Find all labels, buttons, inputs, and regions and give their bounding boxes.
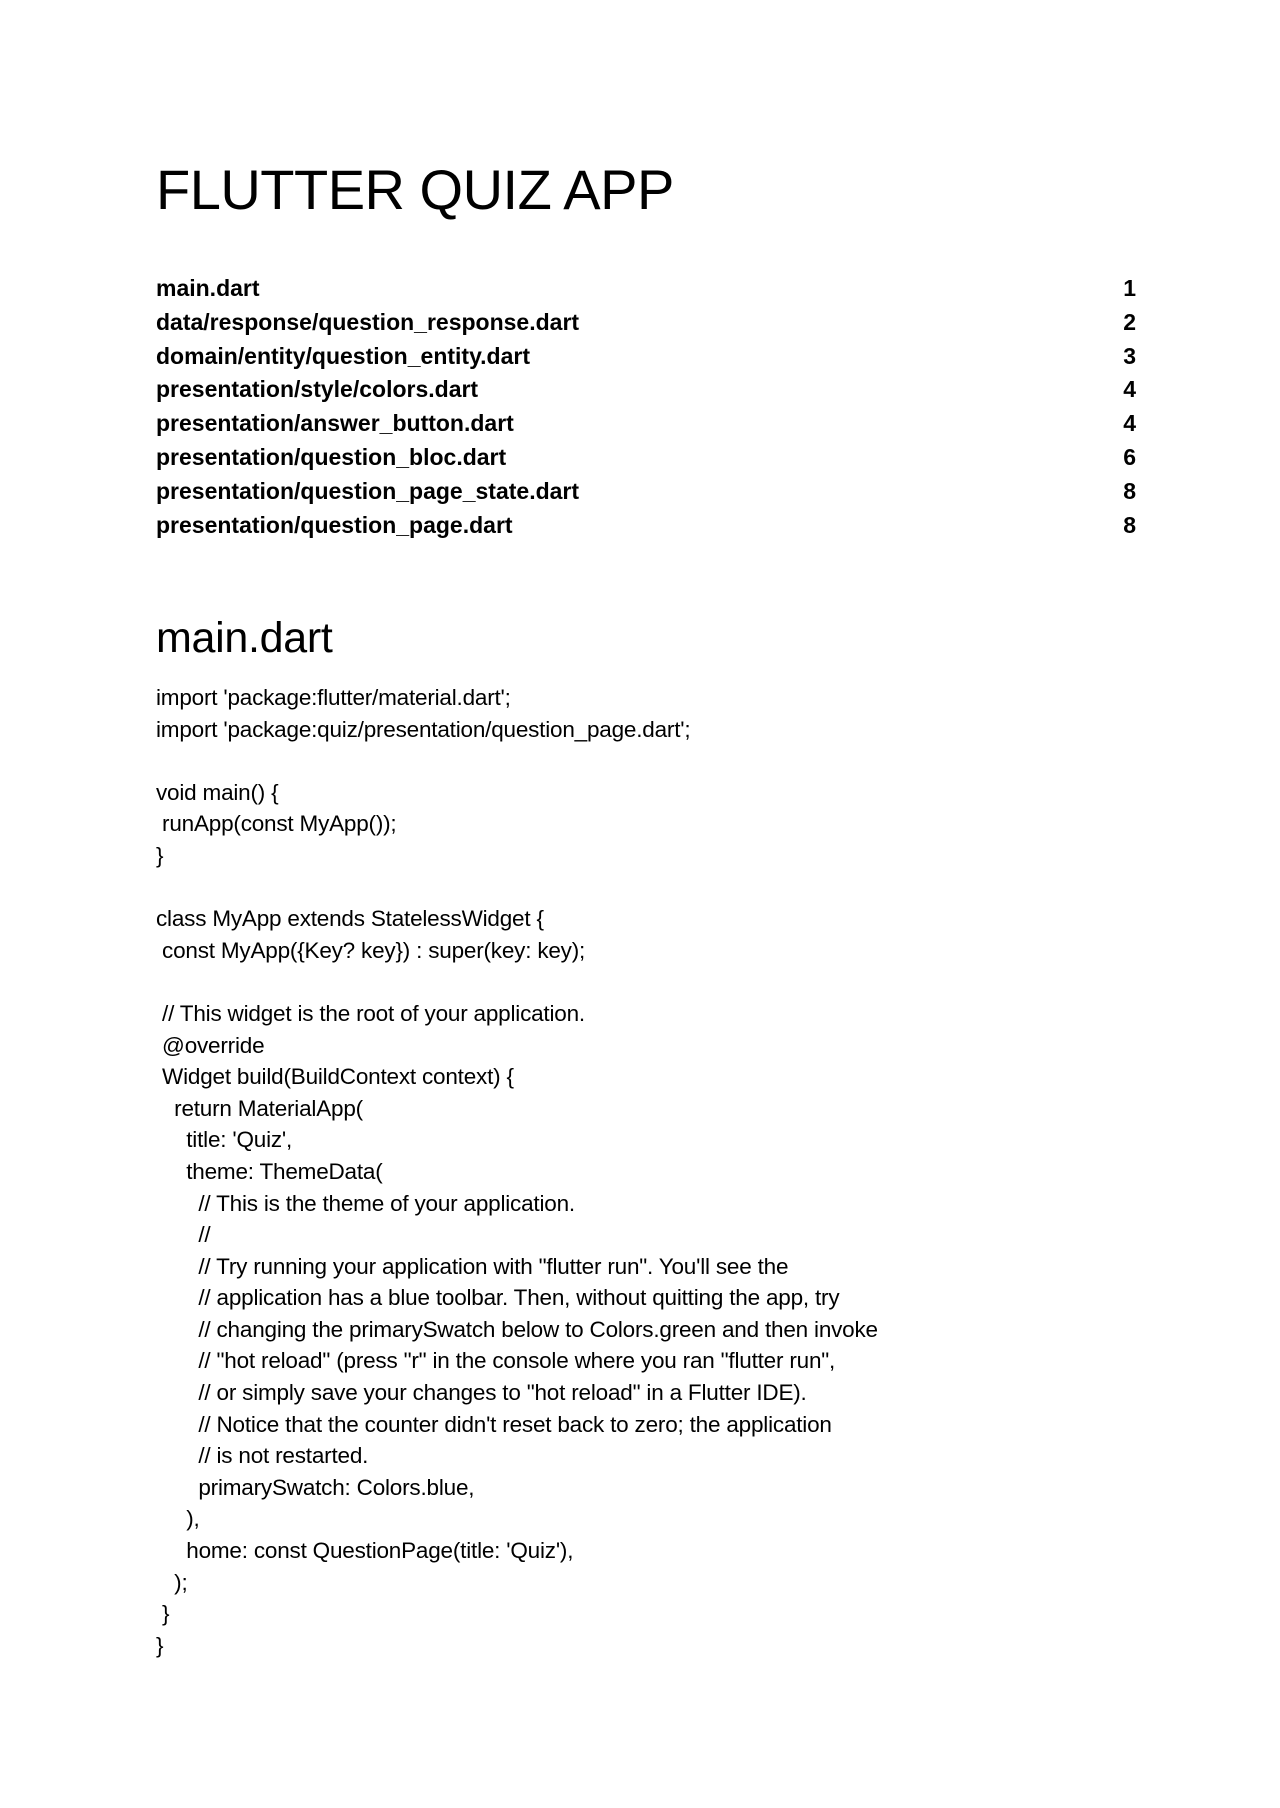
code-line: @override bbox=[156, 1032, 265, 1058]
code-line: // application has a blue toolbar. Then, without quitting the app, try bbox=[156, 1285, 840, 1311]
code-line: // Notice that the counter didn't reset back to zero; the application bbox=[156, 1411, 832, 1437]
toc-entry bbox=[156, 509, 1136, 543]
toc-entry bbox=[156, 373, 1136, 407]
code-line: // "hot reload" (press "r" in the console where you ran "flutter run", bbox=[156, 1348, 836, 1374]
toc-entry bbox=[156, 306, 1136, 340]
toc-entry-page: 6 bbox=[1123, 443, 1136, 470]
code-line: home: const QuestionPage(title: 'Quiz'), bbox=[156, 1538, 574, 1564]
code-line: void main() { bbox=[156, 779, 279, 805]
toc-entry-label: domain/entity/question_entity.dart bbox=[156, 342, 530, 369]
code-line: } bbox=[156, 842, 164, 868]
code-line: runApp(const MyApp()); bbox=[156, 811, 397, 837]
toc-entry-label: main.dart bbox=[156, 275, 260, 301]
code-listing bbox=[156, 682, 878, 1661]
toc-entry-label: presentation/question_page.dart bbox=[156, 511, 513, 538]
toc-entry-page: 2 bbox=[1123, 308, 1136, 335]
toc-entry bbox=[156, 272, 1136, 306]
toc-entry bbox=[156, 340, 1136, 374]
toc-entry bbox=[156, 407, 1136, 441]
document-title: FLUTTER QUIZ APP bbox=[156, 158, 674, 221]
code-line: return MaterialApp( bbox=[156, 1095, 363, 1121]
code-line: // This is the theme of your application. bbox=[156, 1190, 575, 1216]
code-line: ); bbox=[156, 1569, 188, 1595]
toc-entry-label: data/response/question_response.dart bbox=[156, 308, 580, 335]
toc-entry-page: 4 bbox=[1123, 410, 1136, 437]
code-line: import 'package:quiz/presentation/question_page.dart'; bbox=[156, 716, 691, 742]
section-heading: main.dart bbox=[156, 614, 333, 662]
code-line: title: 'Quiz', bbox=[156, 1127, 293, 1153]
toc-entry-page: 4 bbox=[1123, 376, 1136, 403]
toc-entry-label: presentation/question_page_state.dart bbox=[156, 477, 580, 504]
toc-entry-label: presentation/answer_button.dart bbox=[156, 410, 514, 437]
toc-entry-page: 8 bbox=[1123, 511, 1136, 538]
code-line: const MyApp({Key? key}) : super(key: key); bbox=[156, 937, 586, 963]
toc-entry-label: presentation/question_bloc.dart bbox=[156, 443, 507, 470]
code-line: } bbox=[156, 1601, 170, 1627]
toc-entry-page: 1 bbox=[1123, 275, 1136, 301]
code-line: theme: ThemeData( bbox=[156, 1158, 383, 1184]
code-line: // This widget is the root of your application. bbox=[156, 1000, 585, 1026]
toc-entry-page: 8 bbox=[1123, 477, 1136, 504]
code-line: // is not restarted. bbox=[156, 1443, 369, 1469]
code-line bbox=[156, 872, 878, 904]
code-line: ), bbox=[156, 1506, 200, 1532]
code-line bbox=[156, 966, 878, 998]
code-line: class MyApp extends StatelessWidget { bbox=[156, 906, 544, 932]
code-line: Widget build(BuildContext context) { bbox=[156, 1064, 514, 1090]
code-line bbox=[156, 745, 878, 777]
code-line: // changing the primarySwatch below to Colors.green and then invoke bbox=[156, 1316, 878, 1342]
toc-entry-label: presentation/style/colors.dart bbox=[156, 376, 479, 403]
table-of-contents bbox=[156, 272, 1136, 542]
code-line: // or simply save your changes to "hot reload" in a Flutter IDE). bbox=[156, 1380, 807, 1406]
code-line: import 'package:flutter/material.dart'; bbox=[156, 685, 511, 710]
code-line: primarySwatch: Colors.blue, bbox=[156, 1474, 475, 1500]
code-line: // Try running your application with "flutter run". You'll see the bbox=[156, 1253, 789, 1279]
toc-entry-page: 3 bbox=[1123, 342, 1136, 369]
code-line: } bbox=[156, 1632, 164, 1658]
toc-entry bbox=[156, 475, 1136, 509]
toc-entry bbox=[156, 441, 1136, 475]
code-line: // bbox=[156, 1222, 211, 1248]
